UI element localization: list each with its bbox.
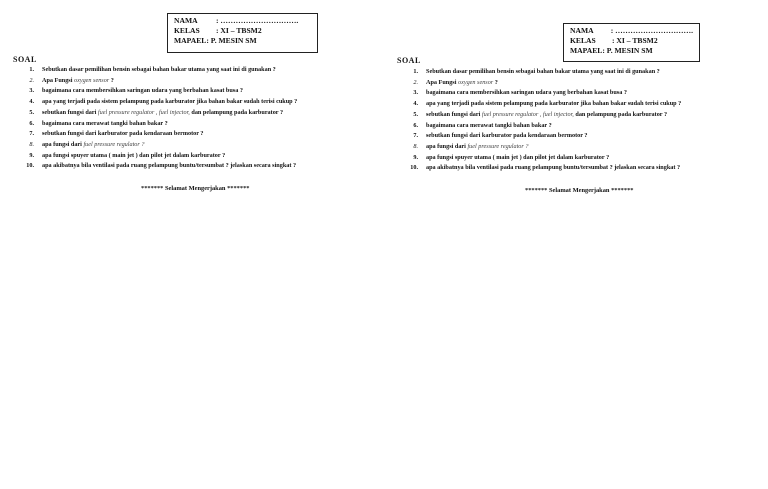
question-number: 10. [26,162,34,170]
question-item [22,129,372,140]
kelas-value: : XI – TBSM2 [216,26,262,36]
question-item [22,140,372,151]
question-item [22,161,372,172]
kelas-row [570,36,693,46]
question-number: 5. [413,110,418,118]
question-item [406,99,761,110]
nama-row [174,16,311,26]
question-text: Sebutkan dasar pemilihan bensin sebagai bahan bakar utama yang saat ini di gunakan ? [42,66,276,73]
question-number: 6. [29,119,34,127]
question-text: sebutkan fungsi dari karburator pada kendaraan bermotor ? [42,130,204,138]
question-text: bagaimana cara membersihkan saringan udara yang berbahan kasat busa ? [42,87,243,95]
question-text-lead: Apa Fungsi [426,78,458,86]
kelas-label: KELAS [174,26,200,36]
question-term: oxygen sensor [457,78,494,86]
question-text-lead: sebutkan fungsi dari [426,110,482,118]
question-text: apa yang terjadi pada sistem pelampung pada karburator jika bahan bakar sudah terisi cukup ? [426,100,682,108]
question-number: 2. [29,76,34,84]
question-text-tail: ? [493,78,498,86]
question-item [22,108,372,119]
question-list [406,67,761,174]
question-text [42,76,114,87]
question-item [406,121,761,132]
question-text: bagaimana cara merawat tangki bahan bakar ? [42,119,168,127]
closing-note: ******* Selamat Mengerjakan ******* [141,185,250,192]
kelas-row [174,26,311,36]
question-text: apa fungsi spuyer utama ( main jet ) dan pilot jet dalam karburator ? [426,153,610,161]
soal-heading: SOAL [13,55,37,64]
soal-heading: SOAL [397,56,421,65]
question-item [406,131,761,142]
question-text-tail: ? [109,76,114,84]
question-number: 7. [29,130,34,138]
question-term: fuel pressure regulator ? [83,140,145,148]
question-number: 7. [413,132,418,140]
question-item [22,76,372,87]
question-text: apa yang terjadi pada sistem pelampung pada karburator jika bahan bakar sudah terisi cukup ? [42,98,298,106]
question-number: 1. [29,66,34,73]
nama-row [570,26,693,36]
question-item [22,119,372,130]
question-text: bagaimana cara merawat tangki bahan bakar ? [426,121,552,129]
question-item [406,163,761,174]
question-text: sebutkan fungsi dari karburator pada kendaraan bermotor ? [426,132,588,140]
nama-value: : …………………………. [216,16,299,25]
question-text: apa akibatnya bila ventilasi pada ruang pelampung buntu/tersumbat ? jelaskan secara singkat ? [42,162,297,170]
question-text-lead: sebutkan fungsi dari [42,108,98,116]
mapel-value: : P. MESIN SM [206,36,257,46]
closing-note: ******* Selamat Mengerjakan ******* [525,187,634,194]
question-item [22,86,372,97]
question-item [406,67,761,78]
question-number: 9. [29,151,34,159]
student-id-box [563,23,700,62]
question-list [22,65,372,172]
question-text-tail: dan pelampung pada karburator ? [189,108,284,116]
question-item [406,88,761,99]
question-number: 4. [413,100,418,108]
question-text [42,140,144,151]
question-number: 4. [29,98,34,106]
question-text: bagaimana cara membersihkan saringan udara yang berbahan kasat busa ? [426,89,627,97]
kelas-label: KELAS [570,36,596,46]
question-text: apa fungsi spuyer utama ( main jet ) dan pilot jet dalam karburator ? [42,151,226,159]
mapel-label: MAPAEL [570,46,603,56]
question-item [406,142,761,153]
question-text [426,142,528,153]
question-number: 10. [410,164,418,172]
question-text [42,108,283,119]
question-number: 3. [413,89,418,97]
question-number: 6. [413,121,418,129]
question-text: Sebutkan dasar pemilihan bensin sebagai bahan bakar utama yang saat ini di gunakan ? [426,68,660,75]
question-item [22,151,372,162]
nama-value: : …………………………. [610,26,693,35]
question-number: 8. [413,142,418,150]
question-term: fuel pressure regulator ? [467,142,529,150]
question-number: 9. [413,153,418,161]
mapel-label: MAPAEL [174,36,207,46]
question-term: oxygen sensor [73,76,110,84]
question-term: fuel pressure regulator , fuel injector, [481,110,574,118]
question-number: 1. [413,68,418,75]
question-number: 3. [29,87,34,95]
question-text-lead: apa fungsi dari [426,142,468,150]
exam-sheet-right [384,0,768,489]
question-term: fuel pressure regulator , fuel injector, [97,108,190,116]
question-text: apa akibatnya bila ventilasi pada ruang pelampung buntu/tersumbat ? jelaskan secara singkat ? [426,164,681,172]
question-item [22,65,372,76]
question-number: 2. [413,78,418,86]
question-text [426,78,498,89]
question-item [22,97,372,108]
question-item [406,78,761,89]
question-text [426,110,667,121]
question-text-tail: dan pelampung pada karburator ? [573,110,668,118]
mapel-row [570,46,693,56]
question-text-lead: Apa Fungsi [42,76,74,84]
question-number: 8. [29,140,34,148]
student-id-box [167,13,318,53]
mapel-row [174,36,311,46]
question-item [406,153,761,164]
question-item [406,110,761,121]
question-number: 5. [29,108,34,116]
nama-label: NAMA [570,26,594,35]
kelas-value: : XI – TBSM2 [612,36,658,46]
nama-label: NAMA [174,16,198,25]
mapel-value: : P. MESIN SM [602,46,653,56]
question-text-lead: apa fungsi dari [42,140,84,148]
